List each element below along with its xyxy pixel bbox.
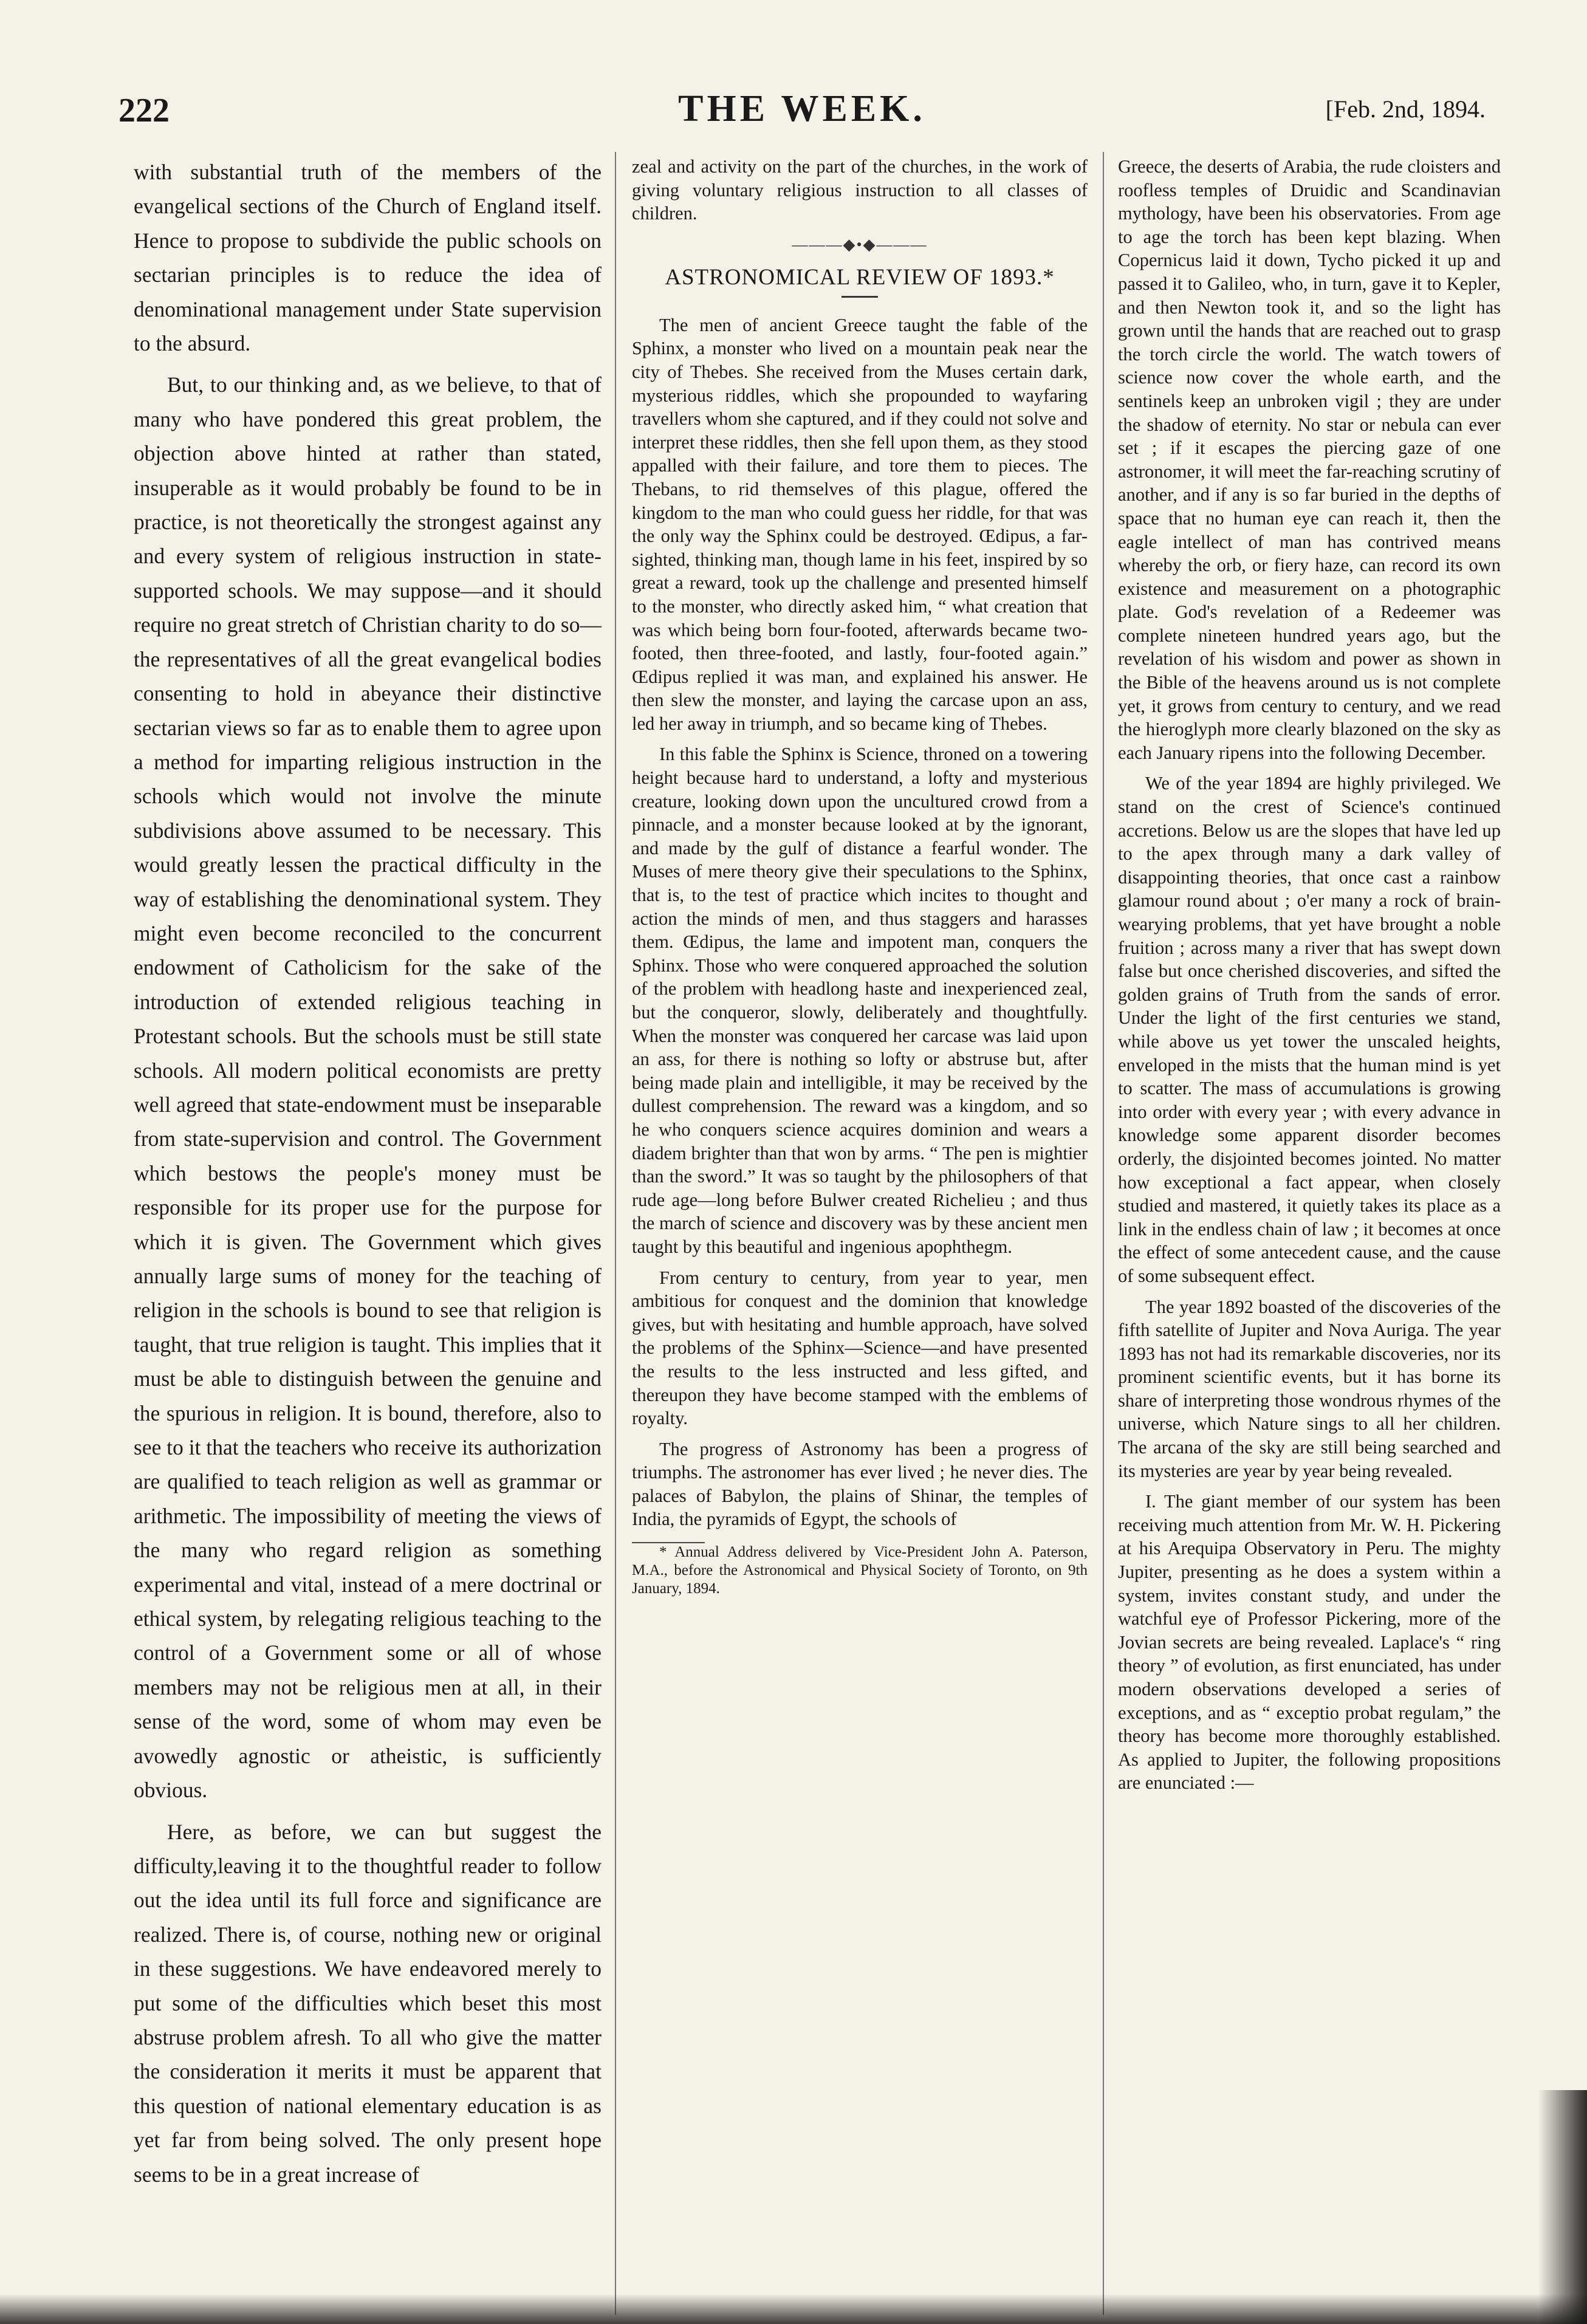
issue-date: [Feb. 2nd, 1894. bbox=[1325, 95, 1486, 123]
column-3 bbox=[1118, 155, 1501, 1802]
paragraph: From century to century, from year to year, men ambitious for conquest and the dominion that knowledge gives, but with hesitating and humble approach, have solved the problems of the Sphinx—Science—and have presented the results to the less instructed and less gifted, and thereupon they have become stamped with the emblems of royalty. bbox=[632, 1267, 1088, 1429]
scan-edge-right bbox=[1538, 2090, 1587, 2324]
paragraph: The progress of Astronomy has been a progress of triumphs. The astronomer has ever lived ; he never dies. The palaces of Babylon, the plains of Shinar, the temples of India, the pyramids of Egypt, the schools of bbox=[632, 1438, 1088, 1530]
section-divider: ———◆•◆——— bbox=[792, 235, 928, 253]
journal-title: THE WEEK. bbox=[678, 88, 926, 129]
paragraph: In this fable the Sphinx is Science, throned on a towering height because hard to understand, a lofty and mysterious creature, looking down upon the uncultured crowd from a pinnacle, and a monster because looked at by the ignorant, and made by the gulf of distance a fearful wonder. The Muses of mere theory give their speculations to the Sphinx, that is, to the test of practice which incites to thought and action the minds of men, and thus staggers and harasses them. Œdipus, the lame and impotent man, conquers the Sphinx. Those who were conquered approached the solution of the problem with headlong haste and inexperienced zeal, but the conqueror, slowly, deliberately and thoughtfully. When the monster was conquered her carcase was laid upon an ass, for there is nothing so lofty or abstruse but, after being made plain and intelligible, it may be received by the dullest comprehension. The reward was a kingdom, and so he who conquers science acquires dominion and wears a diadem brighter than that won by arms. “ The pen is mightier than the sword.” It was so taught by the philosophers of that rude age—long before Bulwer created Richelieu ; and thus the march of science and discovery was by these ancient men taught by this beautiful and ingenious apophthegm. bbox=[632, 744, 1088, 1257]
paragraph: Here, as before, we can but suggest the difficulty,leaving it to the thoughtful reader to follow out the idea until its full force and significance are realized. There is, of course, nothing new or original in these suggestions. We have endeavored merely to put some of the difficulties which beset this most abstruse problem afresh. To all who give the matter the consideration it merits it must be apparent that this question of national elementary education is as yet far from being solved. The only present hope seems to be in a great increase of bbox=[134, 1819, 602, 2187]
paragraph: The year 1892 boasted of the discoveries of the fifth satellite of Jupiter and Nova Auriga. The year 1893 has not had its remarkable discoveries, nor its prominent scientific events, but it has borne its share of interpreting those wondrous rhymes of the universe, which Nature sings to all her children. The arcana of the sky are still being searched and its mysteries are year by year being revealed. bbox=[1118, 1296, 1501, 1481]
column-rule-right bbox=[1103, 152, 1104, 2315]
scan-edge-bottom bbox=[0, 2294, 1587, 2324]
paragraph: We of the year 1894 are highly privileged. We stand on the crest of Science's continued accretions. Below us are the slopes that have led up to the apex through many a dark valley of disappointing theories, that once cast a rainbow glamour round about ; o'er many a rock of brain-wearying problems, that yet have brought a noble fruition ; across many a river that has swept down false but once cherished discoveries, and sifted the golden grains of Truth from the sands of error. Under the light of the first centuries we stand, while above us yet tower the unscaled heights, enveloped in the mists that the human mind is yet to scatter. The mass of accumulations is growing into order with every year ; with every advance in knowledge some apparent disorder becomes orderly, the disjointed becomes jointed. No matter how exceptional a fact appear, when closely studied and mastered, it quietly takes its place as a link in the endless chain of law ; it becomes at once the effect of some antecedent cause, and the cause of some subsequent effect. bbox=[1118, 773, 1501, 1286]
continuation-paragraph: zeal and activity on the part of the churches, in the work of giving voluntary religious instruction to all classes of children. bbox=[632, 156, 1088, 224]
page-header bbox=[118, 88, 1486, 146]
article-title: ASTRONOMICAL REVIEW OF 1893.* bbox=[665, 264, 1055, 290]
column-2 bbox=[632, 155, 1088, 1605]
paragraph: with substantial truth of the members of the evangelical sections of the Church of England itself. Hence to propose to subdivide the public schools on sectarian principles is to reduce the idea of denominational management under State supervision to the absurd. bbox=[134, 160, 602, 356]
paragraph: The men of ancient Greece taught the fable of the Sphinx, a monster who lived on a mountain peak near the city of Thebes. She received from the Muses certain dark, mysterious riddles, which she propounded to wayfaring travellers whom she captured, and if they could not solve and interpret these riddles, then she fell upon them, as they stood appalled with their failure, and tore them to pieces. The Thebans, to rid themselves of this plague, offered the kingdom to the man who could guess her riddle, for that was the only way the Sphinx could be destroyed. Œdipus, a far-sighted, thinking man, though lame in his feet, inspired by so great a reward, took up the challenge and presented himself to the monster, who directly asked him, “ what creation that was which being born four-footed, afterwards became two-footed, then three-footed, and lastly, four-footed again.” Œdipus replied it was man, and explained his answer. He then slew the monster, and laying the carcase upon an ass, led her away in triumph, and so became king of Thebes. bbox=[632, 314, 1088, 734]
paragraph: Greece, the deserts of Arabia, the rude cloisters and roofless temples of Druidic and Scandinavian mythology, have been his observatories. From age to age the torch has been kept blazing. When Copernicus laid it down, Tycho picked it up and passed it to Galileo, who, in turn, gave it to Kepler, and then Newton took it, and so the light has grown until the hands that are reached out to grasp the torch circle the world. The watch towers of science now cover the whole earth, and the sentinels keep an unbroken vigil ; they are under the shadow of eternity. No star or nebula can ever set ; if it escapes the piercing gaze of one astronomer, it will meet the far-reaching scrutiny of another, and if any is so far buried in the depths of space that no human eye can reach it, then the eagle intellect of man has contrived means whereby the orb, or fiery haze, can record its own existence and measurement on a photographic plate. God's revelation of a Redeemer was complete nineteen hundred years ago, but the revelation of his wisdom and power as shown in the Bible of the heavens around us is not complete yet, it grows from century to century, and we read the hieroglyph more clearly blazoned on the sky as each January ripens into the following December. bbox=[1118, 156, 1501, 763]
title-rule bbox=[841, 296, 878, 298]
column-rule-left bbox=[615, 152, 616, 2315]
page-number: 222 bbox=[118, 92, 170, 129]
footnote: * Annual Address delivered by Vice-President John A. Paterson, M.A., before the Astronomical and Physical Society of Toronto, on 9th January, 1894. bbox=[632, 1544, 1088, 1597]
column-1 bbox=[134, 155, 602, 2199]
paragraph: I. The giant member of our system has been receiving much attention from Mr. W. H. Pickering at his Arequipa Observatory in Peru. The mighty Jupiter, presenting as he does a system within a system, invites constant study, and under the watchful eye of Professor Pickering, more of the Jovian secrets are being revealed. Laplace's “ ring theory ” of evolution, as first enunciated, has under modern observations developed a series of exceptions, and as “ exceptio probat regulam,” the theory has become more thoroughly established. As applied to Jupiter, the following propositions are enunciated :— bbox=[1118, 1491, 1501, 1794]
paragraph: But, to our thinking and, as we believe, to that of many who have pondered this great problem, the objection above hinted at rather than stated, insuperable as it would probably be found to be in practice, is not theoretically the strongest against any and every system of religious instruction in state-supported schools. We may suppose—and it should require no great stretch of Christian charity to do so—the representatives of all the great evangelical bodies consenting to hold in abeyance their distinctive sectarian views so far as to enable them to agree upon a method for imparting religious instruction in the schools which would not involve the minute subdivisions above assumed to be necessary. This would greatly lessen the practical difficulty in the way of establishing the denominational system. They might even become reconciled to the concurrent endowment of Catholicism for the sake of the introduction of extended religious teaching in Protestant schools. But the schools must be still state schools. All modern political economists are pretty well agreed that state-endowment must be inseparable from state-supervision and control. The Government which bestows the people's money must be responsible for its proper use for the purpose for which it is given. The Government which gives annually large sums of money for the teaching of religion in the schools is bound to see that religion is taught, that true religion is taught. This implies that it must be able to distinguish between the genuine and the spurious in religion. It is bound, therefore, also to see to it that the teachers who receive its authorization are qualified to teach religion as well as grammar or arithmetic. The impossibility of meeting the views of the many who regard religion as something experimental and vital, instead of a mere doctrinal or ethical system, by relegating religious teaching to the control of a Government some or all of whose members may not be religious men at all, in their sense of the word, some of whom may even be avowedly agnostic or atheistic, is sufficiently obvious. bbox=[134, 372, 602, 1803]
